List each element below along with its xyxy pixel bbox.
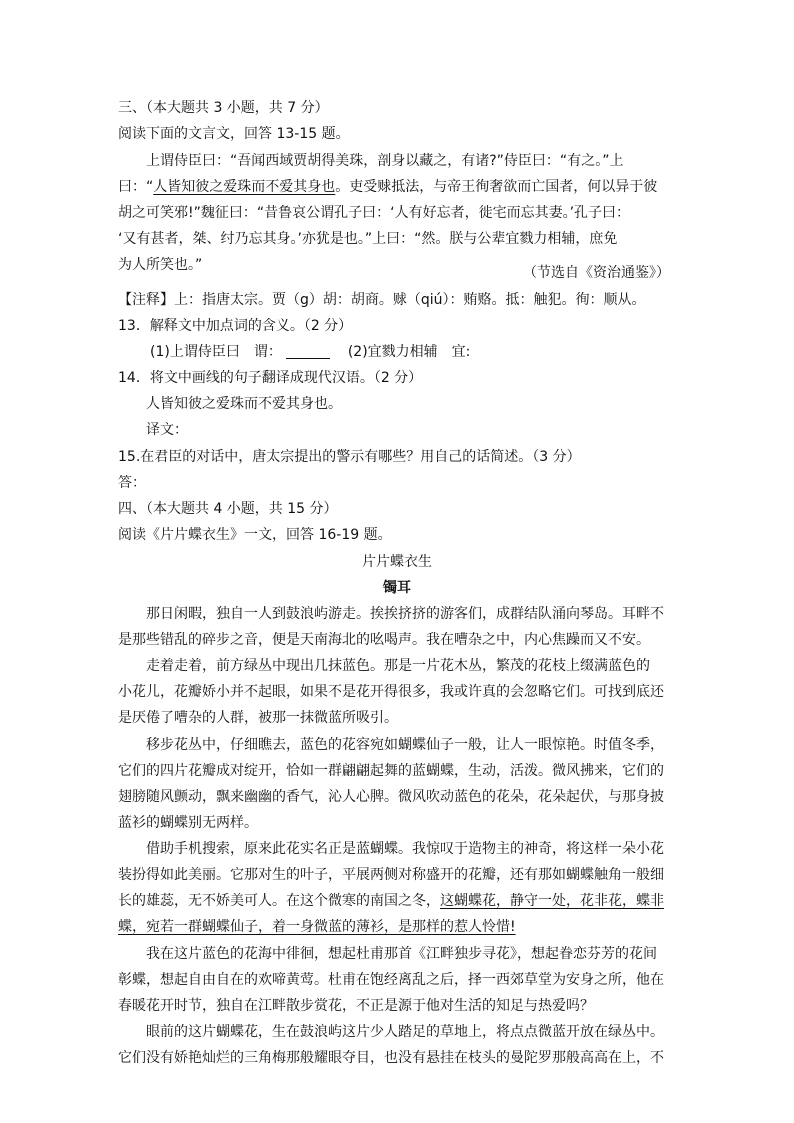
- annotation-note: 【注释】上：指唐太宗。贾（g）胡：胡商。赇（qiú）：贿赂。抵：触犯。徇：顺从。: [118, 292, 646, 308]
- article-line: 它们的四片花瓣成对绽开，恰如一群翩翩起舞的蓝蝴蝶，生动，活泼。微风拂来，它们的: [118, 763, 664, 779]
- passage-source: （节选自《资治通鉴》）: [523, 265, 670, 281]
- answer-label: 答：: [118, 475, 146, 491]
- article-title: 片片蝶衣生: [362, 554, 432, 570]
- underlined-sentence: 这蝴蝶花，静守一处，花非花，蝶非: [440, 893, 664, 909]
- article-author: 镯耳: [383, 580, 411, 596]
- article-line: 它们没有娇艳灿烂的三角梅那般耀眼夺目，也没有悬挂在枝头的曼陀罗那般高高在上，不: [118, 1050, 664, 1066]
- section3-instruction: 阅读下面的文言文，回答 13-15 题。: [118, 126, 350, 142]
- article-line: 装扮得如此美丽。它那对生的叶子，平展两侧对称盛开的花瓣，还有那如蝴蝶触角一般细: [118, 867, 664, 883]
- passage-line: 为人所笑也。”: [118, 257, 203, 273]
- article-line: 我在这片蓝色的花海中徘徊，想起杜甫那首《江畔独步寻花》，想起眷恋芬芳的花间: [146, 946, 657, 962]
- answer-blank[interactable]: [286, 344, 330, 359]
- article-line: 眼前的这片蝴蝶花，生在鼓浪屿这片少人踏足的草地上，将点点微蓝开放在绿丛中。: [146, 1024, 664, 1040]
- section4-header: 四、（本大题共 4 小题，共 15 分）: [118, 501, 338, 517]
- article-line: 小花儿，花瓣娇小并不起眼，如果不是花开得很多，我或许真的会忽略它们。可找到底还: [118, 684, 664, 700]
- article-line: 那日闲暇，独自一人到鼓浪屿游走。挨挨挤挤的游客们，成群结队涌向琴岛。耳畔不: [146, 606, 664, 622]
- article-line: 是那些错乱的碎步之音，便是天南海北的吆喝声。我在嘈杂之中，内心焦躁而又不安。: [118, 632, 650, 648]
- passage-line: 胡之可笑邪!”魏征曰：“昔鲁哀公谓孔子曰：‘人有好忘者，徙宅而忘其妻。’孔子曰：: [118, 205, 631, 221]
- passage-line: 曰：“人皆知彼之爱珠而不爱其身也。吏受赇抵法，与帝王徇奢欲而亡国者，何以异于彼: [118, 179, 658, 195]
- article-line: 长的雄蕊，无不娇美可人。在这个微寒的南国之冬，这蝴蝶花，静守一处，花非花，蝶非: [118, 893, 664, 909]
- article-line: 春暖花开时节，独自在江畔散步赏花，不正是源于他对生活的知足与热爱吗？: [118, 998, 594, 1014]
- section3-header: 三、（本大题共 3 小题，共 7 分）: [118, 100, 329, 116]
- article-line: 是厌倦了嘈杂的人群，被那一抹微蓝所吸引。: [118, 710, 398, 726]
- underlined-sentence: 人皆知彼之爱珠而不爱其身也: [153, 179, 336, 195]
- translation-label: 译文：: [146, 422, 188, 438]
- question-14-sentence: 人皆知彼之爱珠而不爱其身也。: [146, 396, 342, 412]
- article-line: 移步花丛中，仔细瞧去，蓝色的花容宛如蝴蝶仙子一般，让人一眼惊艳。时值冬季，: [146, 737, 664, 753]
- article-line: 翅膀随风颤动，飘来幽幽的香气，沁人心脾。微风吹动蓝色的花朵，花朵起伏，与那身披: [118, 789, 664, 805]
- question-15: 15.在君臣的对话中，唐太宗提出的警示有哪些？用自己的话简述。（3 分）: [118, 449, 581, 465]
- article-line: 蓝衫的蝴蝶别无两样。: [118, 815, 258, 831]
- article-line: 彰蝶，想起自由自在的欢啼黄莺。杜甫在饱经离乱之后，择一西郊草堂为安身之所，他在: [118, 972, 664, 988]
- section4-instruction: 阅读《片片蝶衣生》一文，回答 16-19 题。: [118, 527, 392, 543]
- question-14: 14．将文中画线的句子翻译成现代汉语。（2 分）: [118, 370, 423, 386]
- passage-line: ‘又有甚者，桀、纣乃忘其身。’亦犹是也。”上曰：“然。朕与公辈宜戮力相辅，庶免: [118, 231, 618, 247]
- underlined-sentence: 蝶，宛若一群蝴蝶仙子，着一身微蓝的薄衫，是那样的惹人怜惜!: [118, 919, 516, 935]
- question-13: 13．解释文中加点词的含义。（2 分）: [118, 318, 353, 334]
- question-13-items: (1)上谓侍臣曰 谓： (2)宜戮力相辅 宜:: [150, 344, 471, 360]
- article-line: 借助手机搜索，原来此花实名正是蓝蝴蝶。我惊叹于造物主的神奇，将这样一朵小花: [146, 841, 664, 857]
- passage-line: 上谓侍臣曰：“吾闻西域贾胡得美珠，剖身以藏之，有诸?”侍臣曰：“有之。”上: [146, 153, 624, 169]
- article-line: 走着走着，前方绿丛中现出几抹蓝色。那是一片花木丛，繁茂的花枝上缀满蓝色的: [146, 658, 650, 674]
